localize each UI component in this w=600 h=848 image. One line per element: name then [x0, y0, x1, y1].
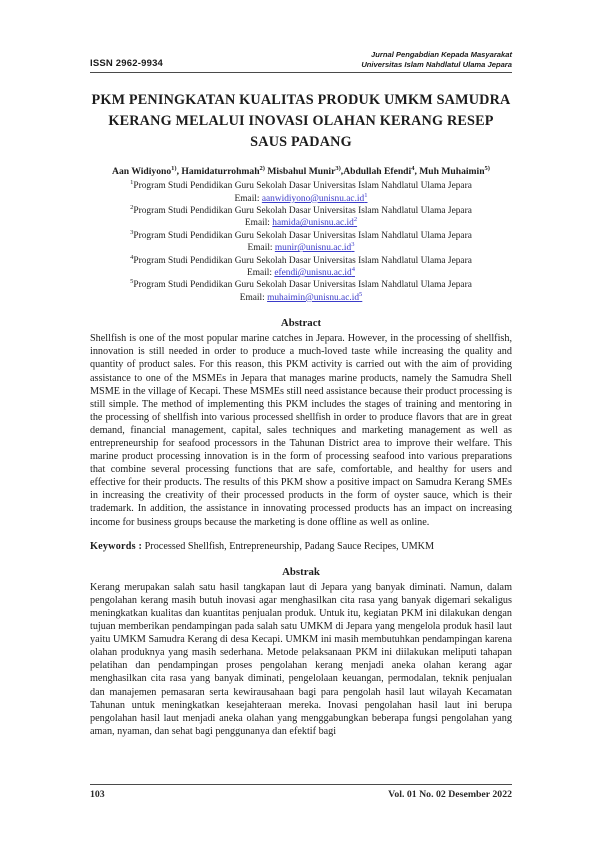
affiliation-sup: 5	[130, 278, 134, 286]
affiliation-email-line: Email: aanwidiyono@unisnu.ac.id$^1$	[234, 191, 368, 204]
email-link[interactable]: aanwidiyono@unisnu.ac.id$^1$	[261, 191, 368, 204]
email-link[interactable]: efendi@unisnu.ac.id$^4$	[274, 265, 355, 279]
paper-page	[90, 50, 512, 738]
journal-name-block	[361, 50, 512, 69]
journal-name: Jurnal Pengabdian Kepada Masyarakat	[371, 50, 512, 59]
email-link[interactable]: hamida@unisnu.ac.id$^2$	[272, 216, 358, 229]
volume-info: Vol. 01 No. 02 Desember 2022	[388, 789, 512, 800]
abstract-body: Shellfish is one of the most popular marine catches in Jepara. However, in the processing of shellfish, innovation is still needed in order to produce a much-loved taste while increasing the quality and quantity of product sales. For this reason, this PKM activity is carried out with the aim of providing assistance to one of the MSMEs in Jepara that manages marine products, namely the Samudra Shell MSME in the village of Kecapi. These MSMEs still need assistance because their product processing is still simple. The method of implementing this PKM includes the stages of training and mentoring in the processing of shellfish into various processed shellfish in order to produce flavors that are in great demand, financial management, capital, sales techniques and marketing management as well as entrepreneurship for seafood processors in the Tahunan District area to improve their welfare. This marine product processing innovation is in the form of processing seafood into various preparations that combine several processing functions that are safe, comfortable, and healthy for users and effective for their products. The results of this PKM show a positive impact on Samudra Kerang SMEs in increasing the creativity of their processed products in the form of oyster sauce, which is their trademark. In addition, the assistance in innovating processed products has an impact on increasing income for business groups because the marketing is done offline as well as online.	[90, 333, 512, 528]
affiliation-email-line: Email: efendi@unisnu.ac.id$^4$	[247, 265, 355, 279]
affiliation-email-line: Email: munir@unisnu.ac.id$^3$	[247, 241, 355, 254]
author-sup: 4	[411, 165, 415, 172]
journal-header	[90, 50, 512, 73]
affiliation-text: $^2$Program Studi Pendidikan Guru Sekolah Dasar Universitas Islam Nahdlatul Ulama Jepara	[130, 203, 472, 216]
author-sup: 1)	[171, 165, 177, 172]
author-name: Abdullah Efendi	[343, 166, 412, 178]
affiliation-text: $^5$Program Studi Pendidikan Guru Sekolah Dasar Universitas Islam Nahdlatul Ulama Jepara	[130, 278, 472, 291]
authors-line: Aan Widiyono$^{1)}$, Hamidaturrohmah$^{2)}$ Misbahul Munir$^{3)}$,Abdullah Efendi$^4$, Muh Muhaimin$^{5)}$	[112, 165, 490, 178]
abstract-heading: Abstract	[280, 317, 322, 330]
affiliation-row	[90, 205, 512, 230]
affiliation-text: $^4$Program Studi Pendidikan Guru Sekolah Dasar Universitas Islam Nahdlatul Ulama Jepara	[130, 253, 472, 266]
affiliation-text: $^3$Program Studi Pendidikan Guru Sekolah Dasar Universitas Islam Nahdlatul Ulama Jepara	[130, 228, 472, 241]
keywords-label: Keywords :	[90, 540, 143, 552]
author-sup: 3)	[335, 165, 341, 172]
issn-label: ISSN 2962-9934	[90, 58, 164, 70]
author-name: Aan Widiyono	[112, 166, 172, 178]
affiliation-sup: 1	[130, 179, 134, 187]
affiliation-row	[90, 230, 512, 255]
affiliation-row	[90, 279, 512, 304]
abstrak-heading: Abstrak	[282, 565, 320, 578]
author-sup: 5)	[484, 165, 490, 172]
email-link[interactable]: muhaimin@unisnu.ac.id$^5$	[267, 290, 363, 303]
affiliation-email-line: Email: hamida@unisnu.ac.id$^2$	[244, 216, 358, 229]
author-name: Misbahul Munir	[267, 166, 336, 178]
affiliation-sup: 4	[130, 253, 134, 261]
keywords-line	[90, 540, 512, 553]
author-sup: 2)	[259, 165, 265, 172]
author-name: Hamidaturrohmah	[181, 166, 260, 178]
affiliation-sup: 2	[130, 203, 134, 211]
email-link[interactable]: munir@unisnu.ac.id$^3$	[274, 241, 355, 254]
page-number: 103	[90, 789, 105, 800]
page-footer	[90, 784, 512, 800]
affiliation-row	[90, 255, 512, 280]
keywords-text: Processed Shellfish, Entrepreneurship, Padang Sauce Recipes, UMKM	[142, 540, 435, 552]
affiliation-row	[90, 180, 512, 205]
abstrak-body: Kerang merupakan salah satu hasil tangkapan laut di Jepara yang banyak diminati. Namun, dalam pengolahan kerang masih butuh inovasi agar menghasilkan cita rasa yang banyak digemari sekaligus meningkatkan kualitas dan kuantitas penjualan produk. Untuk itu, kegiatan PKM ini dilakukan dengan tujuan memberikan pendampingan pada salah satu UMKM di Jepara yang mengelola produk hasil laut yaitu UMKM Samudra Kerang di desa Kecapi. UMKM ini masih membutuhkan pendampingan karena olahan produknya yang masih sederhana. Metode pelaksanaan PKM ini diilakukan meliputi tahapan pelatihan dan pendampingan proses pengolahan kerang menjadi aneka olahan kerang agar menghasilkan cita rasa yang banyak diminati, pengelolaan keuangan, permodalan, teknik penjualan dan manajemen pemasaran serta kewirausahaan bagi para pengolah hasil laut wilayah Kecamatan Tahunan untuk meningkatkan kesejahteraan mereka. Inovasi pengolahan hasil laut ini berupa pengolahan hasil laut menjadi aneka olahan yang menggabungkan beberapa fungsi pengolahan yang aman, nyaman, dan sehat bagi penggunanya dan efektif bagi	[90, 581, 512, 737]
affiliation-text: $^1$Program Studi Pendidikan Guru Sekolah Dasar Universitas Islam Nahdlatul Ulama Jepara	[130, 179, 472, 192]
affiliation-sup: 3	[130, 228, 134, 236]
affiliations-block	[90, 180, 512, 304]
journal-organization: Universitas Islam Nahdlatul Ulama Jepara	[361, 59, 512, 69]
affiliation-email-line: Email: muhaimin@unisnu.ac.id$^5$	[239, 290, 363, 303]
author-name: Muh Muhaimin	[419, 166, 485, 178]
article-title: PKM PENINGKATAN KUALITAS PRODUK UMKM SAMUDRA KERANG MELALUI INOVASI OLAHAN KERANG RESEP SAUS PADANG	[91, 92, 511, 151]
